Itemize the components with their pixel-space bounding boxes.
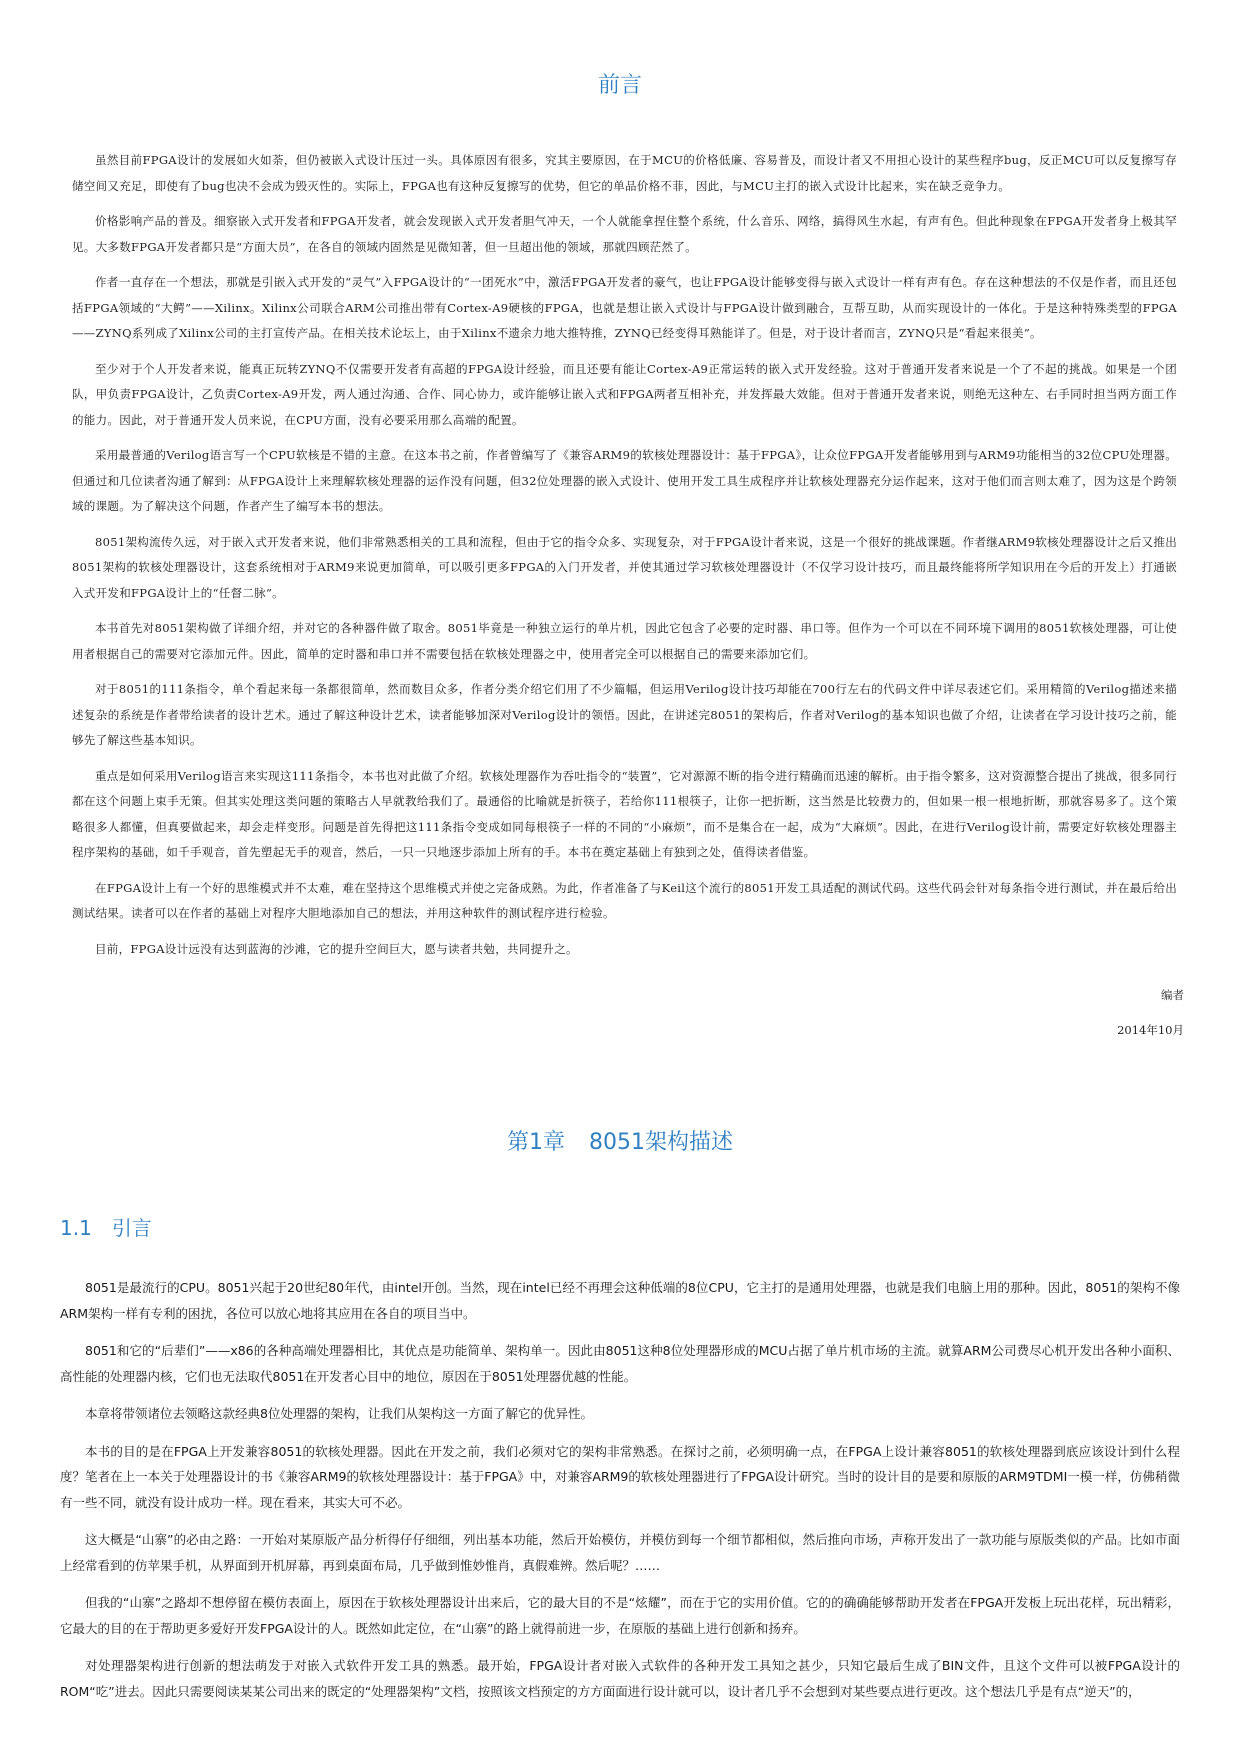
section-paragraph: 但我的“山寨”之路却不想停留在模仿表面上，原因在于软核处理器设计出来后，它的最大目的不是“炫耀”，而在于它的实用价值。它的的确确能够帮助开发者在FPGA开发板上玩出花样，玩出精彩，它最大的目的在于帮助更多爱好开发FPGA设计的人。既然如此定位，在“山寨”的路上就得前进一步，在原版的基础上进行创新和扬弃。 (60, 1595, 1180, 1636)
section-paragraph: 本章将带领诸位去领略这款经典8位处理器的架构，让我们从架构这一方面了解它的优异性。 (85, 1406, 593, 1421)
preface-title: 前言 (597, 73, 642, 98)
section-paragraph: 本书的目的是在FPGA上开发兼容8051的软核处理器。因此在开发之前，我们必须对它的架构非常熟悉。在探讨之前，必须明确一点，在FPGA上设计兼容8051的软核处理器到底应该设计到什么程度？笔者在上一本关于处理器设计的书《兼容ARM9的软核处理器设计：基于FPGA》中，对兼容ARM9的软核处理器进行了FPGA设计研究。当时的设计目的是要和原版的ARM9TDMI一模一样，仿佛稍微有一些不同，就没有设计成功一样。现在看来，其实大可不必。 (60, 1443, 1180, 1510)
section-paragraph: 8051和它的“后辈们”——x86的各种高端处理器相比，其优点是功能简单、架构单一。因此由8051这种8位处理器形成的MCU占据了单片机市场的主流。就算ARM公司费尽心机开发出各种小面积、高性能的处理器内核，它们也无法取代8051在开发者心目中的地位，原因在于8051处理器优越的性能。 (60, 1343, 1180, 1384)
section-title (60, 1212, 152, 1241)
section-paragraph: 对处理器架构进行创新的想法萌发于对嵌入式软件开发工具的熟悉。最开始，FPGA设计者对嵌入式软件的各种开发工具知之甚少，只知它最后生成了BIN文件，且这个文件可以被FPGA设计的ROM“吃”进去。因此只需要阅读某某公司出来的既定的“处理器架构”文档，按照该文档预定的方方面面进行设计就可以，设计者几乎不会想到对某些要点进行更改。这个想法几乎是有点“逆天”的， (60, 1658, 1180, 1699)
preface-paragraph: 对于8051的111条指令，单个看起来每一条都很简单，然而数目众多，作者分类介绍它们用了不少篇幅，但运用Verilog设计技巧却能在700行左右的代码文件中详尽表述它们。采用精简的Verilog描述来描述复杂的系统是作者带给读者的设计艺术。通过了解这种设计艺术，读者能够加深对Verilog设计的领悟。因此，在讲述完8051的架构后，作者对Verilog的基本知识也做了介绍，让读者在学习设计技巧之前，能够先了解这些基本知识。 (72, 682, 1177, 747)
preface-paragraph: 价格影响产品的普及。细察嵌入式开发者和FPGA开发者，就会发现嵌入式开发者胆气冲天，一个人就能拿捏住整个系统，什么音乐、网络，搞得风生水起，有声有色。但此种现象在FPGA开发者身上极其罕见。大多数FPGA开发者都只是“方面大员”，在各自的领域内固然是见微知著，但一旦超出他的领域，那就四顾茫然了。 (72, 214, 1177, 254)
chapter-number: 第1章 (507, 1130, 565, 1155)
preface-body (72, 148, 1177, 972)
preface-paragraph: 采用最普通的Verilog语言写一个CPU软核是不错的主意。在这本书之前，作者曾编写了《兼容ARM9的软核处理器设计：基于FPGA》，让众位FPGA开发者能够用到与ARM9功能相当的32位CPU处理器。但通过和几位读者沟通了解到：从FPGA设计上来理解软核处理器的运作没有问题，但32位处理器的嵌入式设计、使用开发工具生成程序并让软核处理器充分运作起来，这对于他们而言则太难了，因为这是个跨领域的课题。为了解决这个问题，作者产生了编写本书的想法。 (72, 448, 1177, 513)
preface-paragraph: 8051架构流传久远，对于嵌入式开发者来说，他们非常熟悉相关的工具和流程，但由于它的指令众多、实现复杂，对于FPGA设计者来说，这是一个很好的挑战课题。作者继ARM9软核处理器设计之后又推出8051架构的软核处理器设计，这套系统相对于ARM9来说更加简单，可以吸引更多FPGA的入门开发者，并使其通过学习软核处理器设计（不仅学习设计技巧，而且最终能将所学知识用在今后的开发上）打通嵌入式开发和FPGA设计上的“任督二脉”。 (72, 534, 1177, 600)
chapter-title-text: 8051架构描述 (589, 1130, 733, 1155)
preface-paragraph: 目前，FPGA设计远没有达到蓝海的沙滩，它的提升空间巨大，愿与读者共勉，共同提升之。 (95, 941, 578, 956)
preface-paragraph: 重点是如何采用Verilog语言来实现这111条指令，本书也对此做了介绍。软核处理器作为吞吐指令的“装置”，它对源源不断的指令进行精确而迅速的解析。由于指令繁多，这对资源整合提出了挑战，很多同行都在这个问题上束手无策。但其实处理这类问题的策略古人早就教给我们了。最通俗的比喻就是折筷子，若给你111根筷子，让你一把折断，这当然是比较费力的，但如果一根一根地折断，那就容易多了。这个策略很多人都懂，但真要做起来，却会走样变形。问题是首先得把这111条指令变成如同每根筷子一样的不同的“小麻烦”，而不是集合在一起，成为“大麻烦”。因此，在进行Verilog设计前，需要定好软核处理器主程序架构的基础，如千手观音，首先塑起无手的观音，然后，一只一只地逐步添加上所有的手。本书在奠定基础上有独到之处，值得读者借鉴。 (72, 768, 1177, 859)
section-paragraph: 这大概是“山寨”的必由之路：一开始对某原版产品分析得仔仔细细，列出基本功能，然后开始模仿，并模仿到每一个细节都相似，然后推向市场，声称开发出了一款功能与原版类似的产品。比如市面上经常看到的仿苹果手机，从界面到开机屏幕，再到桌面布局，几乎做到惟妙惟肖，真假难辨。然后呢？…… (60, 1532, 1180, 1573)
preface-paragraph: 至少对于个人开发者来说，能真正玩转ZYNQ不仅需要开发者有高超的FPGA设计经验，而且还要有能让Cortex-A9正常运转的嵌入式开发经验。这对于普通开发者来说是一个了不起的挑战。如果是一个团队，甲负责FPGA设计，乙负责Cortex-A9开发，两人通过沟通、合作、同心协力，或许能够让嵌入式和FPGA两者互相补充，并发挥最大效能。但对于普通开发者来说，则绝无这种左、右手同时担当两方面工作的能力。因此，对于普通开发人员来说，在CPU方面，没有必要采用那么高端的配置。 (72, 361, 1177, 427)
section-paragraph: 8051是最流行的CPU。8051兴起于20世纪80年代，由intel开创。当然，现在intel已经不再理会这种低端的8位CPU，它主打的是通用处理器，也就是我们电脑上用的那种。因此，8051的架构不像ARM架构一样有专利的困扰，各位可以放心地将其应用在各自的项目当中。 (60, 1280, 1180, 1321)
preface-author: 编者 (1161, 988, 1184, 1002)
chapter-title (0, 1125, 1240, 1156)
preface-paragraph: 虽然目前FPGA设计的发展如火如荼，但仍被嵌入式设计压过一头。具体原因有很多，究其主要原因，在于MCU的价格低廉、容易普及，而设计者又不用担心设计的某些程序bug，反正MCU可以反复擦写存储空间又充足，即使有了bug也决不会成为毁灭性的。实际上，FPGA也有这种反复擦写的优势，但它的单品价格不菲，因此，与MCU主打的嵌入式设计比起来，实在缺乏竞争力。 (72, 153, 1177, 193)
section-title-text: 引言 (111, 1216, 152, 1240)
preface-paragraph: 作者一直存在一个想法，那就是引嵌入式开发的“灵气”入FPGA设计的“一团死水”中，激活FPGA开发者的豪气，也让FPGA设计能够变得与嵌入式设计一样有声有色。存在这种想法的不仅是作者，而且还包括FPGA领域的“大鳄”——Xilinx。Xilinx公司联合ARM公司推出带有Cortex-A9硬核的FPGA，也就是想让嵌入式设计与FPGA设计做到融合，互帮互助，从而实现设计的一体化。于是这种特殊类型的FPGA——ZYNQ系列成了Xilinx公司的主打宣传产品。在相关技术论坛上，由于Xilinx不遗余力地大推特推，ZYNQ已经变得耳熟能详了。但是，对于设计者而言，ZYNQ只是“看起来很美”。 (72, 275, 1177, 340)
preface-date: 2014年10月 (1117, 1023, 1184, 1037)
preface-paragraph: 在FPGA设计上有一个好的思维模式并不太难，难在坚持这个思维模式并使之完备成熟。为此，作者准备了与Keil这个流行的8051开发工具适配的测试代码。这些代码会针对每条指令进行测试，并在最后给出测试结果。读者可以在作者的基础上对程序大胆地添加自己的想法，并用这种软件的测试程序进行检验。 (72, 880, 1177, 920)
section-body (60, 1275, 1180, 1716)
preface-paragraph: 本书首先对8051架构做了详细介绍，并对它的各种器件做了取舍。8051毕竟是一种独立运行的单片机，因此它包含了必要的定时器、串口等。但作为一个可以在不同环境下调用的8051软核处理器，可让使用者根据自己的需要对它添加元件。因此，简单的定时器和串口并不需要包括在软核处理器之中，使用者完全可以根据自己的需要来添加它们。 (72, 621, 1177, 661)
section-number: 1.1 (60, 1216, 92, 1240)
